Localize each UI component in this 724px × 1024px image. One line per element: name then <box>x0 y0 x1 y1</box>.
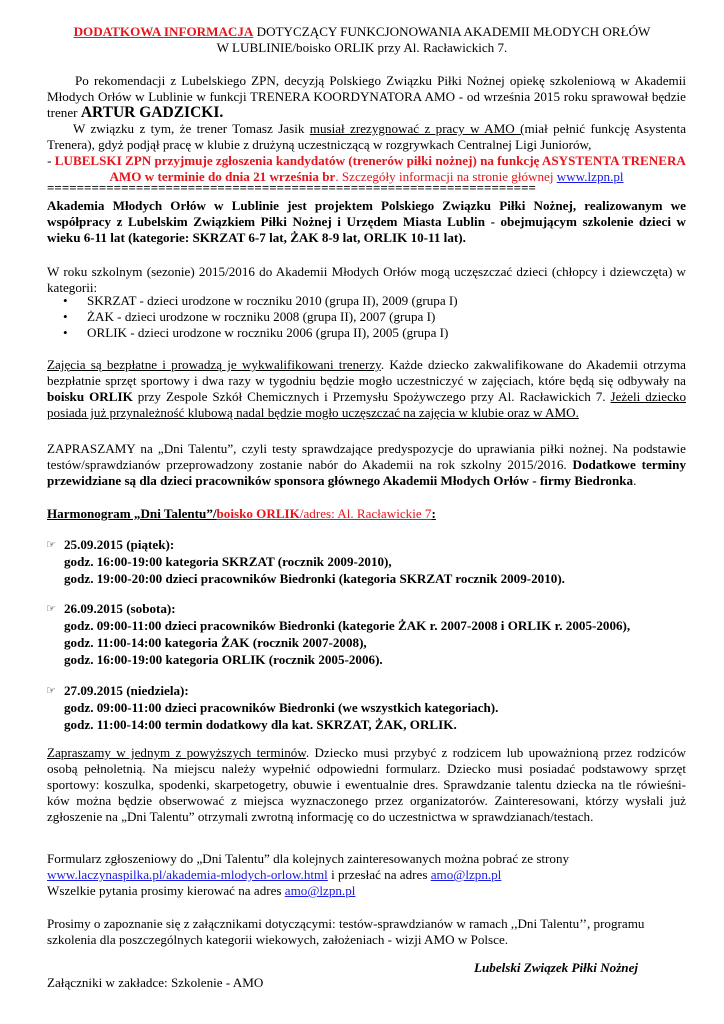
form-download-link[interactable]: www.laczynaspilka.pl/akademia-mlodych-orlow.html <box>47 867 328 883</box>
header-title-rest: DOTYCZĄCY FUNKCJONOWANIA AKADEMII MŁODYCH ORŁÓW <box>253 24 651 39</box>
separator-line: ================================================================== <box>47 180 536 195</box>
schedule-heading-a: Harmonogram „Dni Talentu”/ <box>47 506 217 521</box>
list-item <box>47 309 686 325</box>
classes-club-note: Jeżeli dziecko posiada już przynależność klubową nadal będzie mogło uczęszczać na zajęcia w klubie oraz w AMO. <box>47 389 686 421</box>
schedule-heading-pitch: boisko ORLIK <box>216 506 300 521</box>
email-link[interactable]: amo@lzpn.pl <box>284 883 356 899</box>
invite-underlined: Zapraszamy w jednym z powyższych terminów <box>47 745 306 760</box>
attachments-note: Prosimy o zapoznanie się z załącznikami dotyczącymi: testów-sprawdzianów w ramach ,,Dni Talentu’’, programu szkolenia dla poszczególnych kategorii wiekowych, założeniach - wizji AMO w Polsce. <box>47 916 645 948</box>
header-title <box>40 24 684 40</box>
form-paragraph <box>47 851 686 899</box>
schedule-date: 25.09.2015 (piątek): <box>64 537 175 552</box>
form-text: Formularz zgłoszeniowy do „Dni Talentu” dla kolejnych zainteresowanych można pobrać ze strony <box>47 851 570 866</box>
classes-text-2: przy Zespole Szkół Chemicznych i Przemysłu Spożywczego przy Al. Racławickich 7. <box>132 389 611 405</box>
schedule-heading-colon: : <box>431 506 436 521</box>
questions-line <box>47 883 686 899</box>
schedule-line: godz. 09:00-11:00 dzieci pracowników Biedronki (we wszystkich kategoriach). <box>64 700 499 715</box>
schedule-day <box>46 537 686 589</box>
questions-text: Wszelkie pytania prosimy kierować na adres <box>47 883 285 899</box>
list-item <box>47 325 686 341</box>
lzpn-link[interactable]: www.lzpn.pl <box>556 169 624 185</box>
resignation-text-b: miał pełnić funkcję Asystenta Trenera), gdyż podjął pracę w klubie z drużyną uczestniczącą w rozgrywkach Centralnej Ligi Juniorów, <box>47 121 687 153</box>
season-intro: W roku szkolnym (sezonie) 2015/2016 do Akademii Młodych Orłów mogą uczęszczać dzieci (chłopcy i dziewczęta) w kategorii: <box>47 264 686 296</box>
classes-paragraph <box>47 357 686 421</box>
intro-paragraph <box>47 73 686 121</box>
talent-days-paragraph <box>47 441 686 489</box>
schedule-day <box>46 601 686 671</box>
pointing-hand-icon: ☞ <box>46 538 56 551</box>
trainer-name: ARTUR GADZICKI. <box>80 104 224 122</box>
category-text: ORLIK - dzieci urodzone w roczniku 2006 (grupa II), 2005 (grupa I) <box>87 325 449 341</box>
categories-list <box>47 293 686 341</box>
schedule-date: 26.09.2015 (sobota): <box>64 601 176 616</box>
form-send-text: i przesłać na adres <box>327 867 431 883</box>
classes-pitch: boisku ORLIK <box>47 389 133 405</box>
schedule-line: godz. 16:00-19:00 kategoria ORLIK (rocznik 2005-2006). <box>64 652 383 667</box>
category-text: ŻAK - dzieci urodzone w roczniku 2008 (grupa II), 2007 (grupa I) <box>87 309 436 325</box>
intro-text: Po rekomendacji z Lubelskiego ZPN, decyzją Polskiego Związku Piłki Nożnej opiekę szkoleniową w Akademii Młodych Orłów w Lublinie w funkcji TRENERA KOORDYNATORA AMO - od września 2015 roku sprawował będzie trener <box>47 73 686 121</box>
schedule-line: godz. 09:00-11:00 dzieci pracowników Biedronki (kategorie ŻAK r. 2007-2008 i ORLIK r. 2005-2006), <box>64 618 631 633</box>
schedule-heading <box>47 506 686 522</box>
project-description: Akademia Młodych Orłów w Lublinie jest projektem Polskiego Związku Piłki Nożnej, realizowanym we współpracy z Lubelskim Związkiem Piłki Nożnej i Urzędem Miasta Lublin - obejmującym szkolenie dzieci w wieku 6-11 lat (kategorie: SKRZAT 6-7 lat, ŻAK 8-9 lat, ORLIK 10-11 lat). <box>47 198 686 246</box>
schedule-heading-address: /adres: Al. Racławickie 7 <box>299 506 432 521</box>
bullet-dot-icon: • <box>63 309 68 325</box>
bullet-dot-icon: • <box>63 293 68 308</box>
schedule-line: godz. 11:00-14:00 kategoria ŻAK (rocznik 2007-2008), <box>64 635 367 650</box>
list-item <box>47 293 686 309</box>
talent-text-1: ZAPRASZAMY na „Dni Talentu”, czyli testy sprawdzające predyspozycje do uprawiania piłki nożnej. Na podstawie testów/sprawdzianów przeprowadzony zostanie nabór do Akademii na rok szkolny 2015/2016. <box>47 441 686 473</box>
email-link[interactable]: amo@lzpn.pl <box>430 867 502 883</box>
recruitment-dash: - <box>47 153 55 168</box>
header-title-highlight: DODATKOWA INFORMACJA <box>73 24 254 39</box>
resignation-text-a: W związku z tym, że trener Tomasz Jasik <box>73 121 310 136</box>
talent-sponsor-note: Dodatkowe terminy przewidziane są dla dzieci pracowników sponsora głównego Akademii Młodych Orłów - firmy Biedronka <box>47 457 686 489</box>
form-download-line <box>47 867 686 883</box>
invite-paragraph <box>47 745 686 825</box>
schedule-date: 27.09.2015 (niedziela): <box>64 683 189 698</box>
invite-text: . Dziecko musi przybyć z rodzicem lub upoważnioną przez rodziców osobą pełnoletnią. Na miejscu należy wypełnić odpowiedni formularz. Dziecko musi posiadać podstawowy sprzęt sportowy: koszulka, spodenki, skarpetogetry, obuwie i ewentualnie dres. Sprawdzanie talentu dziecka na tle rówieśni-ków można będzie obserwować z miejsca wyznaczonego przez organizatorów. Zainteresowani, którzy wysłali już zgłoszenie na „Dni Talentu” otrzymali zwrotną informację co do uczestnictwa w sprawdzianach/testach. <box>47 745 686 825</box>
classes-free-text: Zajęcia są bezpłatne i prowadzą je wykwalifikowani trenerzy <box>47 357 381 372</box>
classes-text-1: . Każde dziecko zakwalifikowane do Akademii otrzyma bezpłatnie sprzęt sportowy i dwa razy w tygodniu będzie mogło uczestniczyć w zajęciach, które będą się odbywały na <box>47 357 686 389</box>
recruitment-notice-text: . Szczegóły informacji na stronie głównej <box>335 169 557 185</box>
schedule-line: godz. 19:00-20:00 dzieci pracowników Biedronki (kategoria SKRZAT rocznik 2009-2010). <box>64 571 565 586</box>
bullet-dot-icon: • <box>63 325 68 341</box>
attachments-footer: Załączniki w zakładce: Szkolenie - AMO <box>47 975 264 990</box>
resignation-paragraph <box>47 121 686 153</box>
signature: Lubelski Związek Piłki Nożnej <box>474 960 639 975</box>
schedule-line: godz. 11:00-14:00 termin dodatkowy dla kat. SKRZAT, ŻAK, ORLIK. <box>64 717 457 732</box>
pointing-hand-icon: ☞ <box>46 602 56 615</box>
category-text: SKRZAT - dzieci urodzone w roczniku 2010 (grupa II), 2009 (grupa I) <box>87 293 458 308</box>
schedule-line: godz. 16:00-19:00 kategoria SKRZAT (rocznik 2009-2010), <box>64 554 392 569</box>
talent-text-2: . <box>633 473 637 489</box>
document-header <box>40 24 684 56</box>
resignation-text-underlined: musiał zrezygnować z pracy w AMO ( <box>309 121 525 136</box>
header-subtitle: W LUBLINIE/boisko ORLIK przy Al. Racławickich 7. <box>216 40 508 56</box>
pointing-hand-icon: ☞ <box>46 684 56 697</box>
schedule-day <box>46 683 686 735</box>
recruitment-notice-bold: LUBELSKI ZPN przyjmuje zgłoszenia kandydatów (trenerów piłki nożnej) na funkcję ASYSTENTA TRENERA AMO w terminie do dnia 21 września br <box>54 153 686 185</box>
